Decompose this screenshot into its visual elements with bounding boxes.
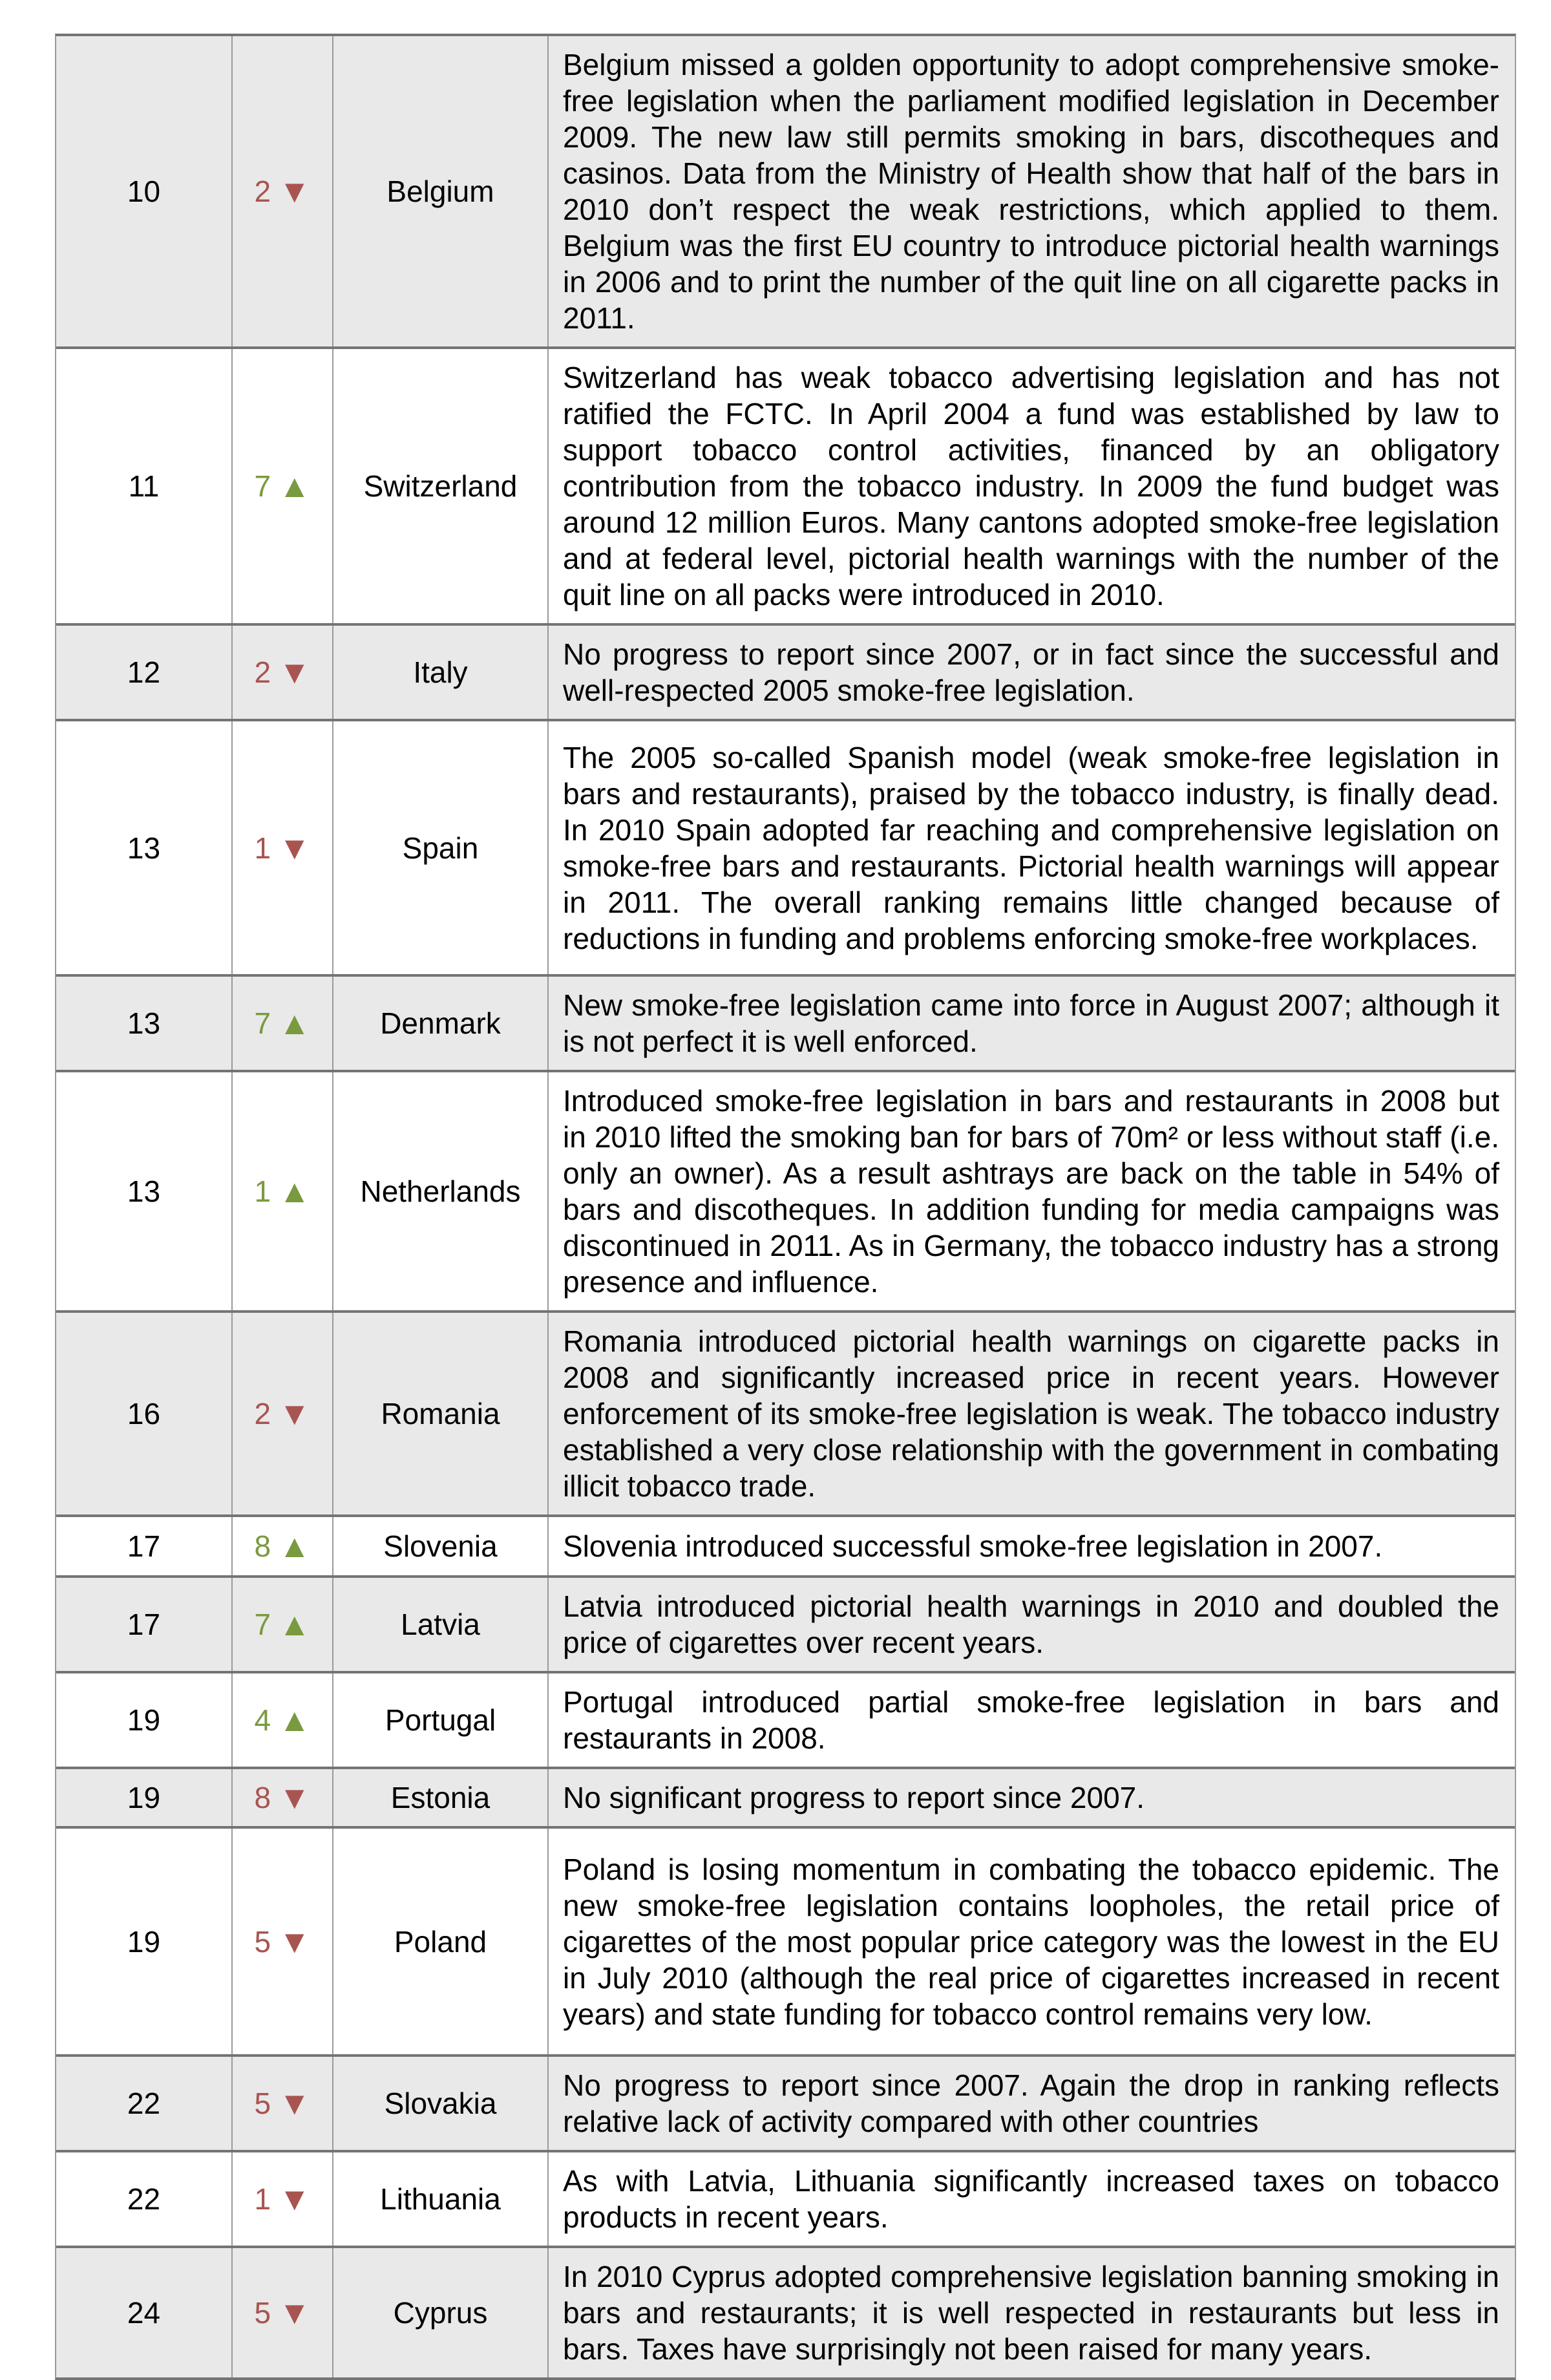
table-row <box>56 2150 1515 2246</box>
description-text: Latvia introduced pictorial health warnings in 2010 and doubled the price of cigarettes over recent years. <box>563 1589 1499 1659</box>
down-arrow-icon: ▼ <box>279 654 311 690</box>
country-cell: Cyprus <box>333 2248 549 2377</box>
description-cell <box>549 2057 1515 2150</box>
description-cell <box>549 1769 1515 1826</box>
change-cell <box>233 1578 333 1671</box>
change-value: 2 <box>254 175 271 208</box>
change-value: 7 <box>254 1608 271 1641</box>
change-cell <box>233 1313 333 1514</box>
change-cell <box>233 1673 333 1767</box>
description-text: Switzerland has weak tobacco advertising legislation and has not ratified the FCTC. In April 2004 a fund was established by law to support tobacco control activities, financed by an obligatory contribution from the tobacco industry. In 2009 the fund budget was around 12 million Euros. Many cantons adopted smoke-free legislation and at federal level, pictorial health warnings with the number of the quit line on all packs were introduced in 2010. <box>563 361 1499 611</box>
country-cell: Romania <box>333 1313 549 1514</box>
change-cell <box>233 2152 333 2246</box>
description-cell <box>549 349 1515 623</box>
description-text: Romania introduced pictorial health warnings on cigarette packs in 2008 and significantly increased price in recent years. However enforcement of its smoke-free legislation is weak. The tobacco industry established a very close relationship with the government in combating illicit tobacco trade. <box>563 1324 1499 1503</box>
description-cell <box>549 1829 1515 2054</box>
change-value: 5 <box>254 2296 271 2330</box>
down-arrow-icon: ▼ <box>279 1780 311 1816</box>
rank-cell: 13 <box>56 977 233 1070</box>
country-cell: Poland <box>333 1829 549 2054</box>
table-row <box>56 346 1515 623</box>
description-text: New smoke-free legislation came into force in August 2007; although it is not perfect it is well enforced. <box>563 988 1499 1058</box>
change-value: 7 <box>254 1006 271 1040</box>
country-cell: Estonia <box>333 1769 549 1826</box>
description-text: In 2010 Cyprus adopted comprehensive legislation banning smoking in bars and restaurants; it is well respected in restaurants but less in bars. Taxes have surprisingly not been raised for many years. <box>563 2260 1499 2366</box>
change-cell <box>233 1517 333 1575</box>
country-cell: Lithuania <box>333 2152 549 2246</box>
down-arrow-icon: ▼ <box>279 2085 311 2121</box>
rank-cell: 17 <box>56 1517 233 1575</box>
table-row <box>56 1070 1515 1310</box>
country-cell: Italy <box>333 626 549 719</box>
table-row <box>56 1671 1515 1767</box>
down-arrow-icon: ▼ <box>279 173 311 209</box>
rank-cell: 22 <box>56 2057 233 2150</box>
rank-cell: 10 <box>56 36 233 346</box>
up-arrow-icon: ▲ <box>279 1528 311 1564</box>
description-cell <box>549 1673 1515 1767</box>
rank-cell: 11 <box>56 349 233 623</box>
rank-cell: 19 <box>56 1673 233 1767</box>
rank-cell: 12 <box>56 626 233 719</box>
change-cell <box>233 977 333 1070</box>
change-cell <box>233 36 333 346</box>
rank-cell: 19 <box>56 1829 233 2054</box>
up-arrow-icon: ▲ <box>279 1702 311 1738</box>
description-text: No progress to report since 2007. Again the drop in ranking reflects relative lack of activity compared with other countries <box>563 2068 1499 2138</box>
country-cell: Spain <box>333 721 549 974</box>
change-cell <box>233 2248 333 2377</box>
change-value: 5 <box>254 1924 271 1959</box>
down-arrow-icon: ▼ <box>279 829 311 866</box>
description-cell <box>549 721 1515 974</box>
description-text: Portugal introduced partial smoke-free legislation in bars and restaurants in 2008. <box>563 1685 1499 1755</box>
description-cell <box>549 2248 1515 2377</box>
table-row <box>56 623 1515 719</box>
description-text: Slovenia introduced successful smoke-free legislation in 2007. <box>563 1529 1383 1563</box>
country-cell: Switzerland <box>333 349 549 623</box>
description-text: The 2005 so-called Spanish model (weak smoke-free legislation in bars and restaurants), praised by the tobacco industry, is finally dead. In 2010 Spain adopted far reaching and comprehensive legislation on smoke-free bars and restaurants. Pictorial health warnings will appear in 2011. The overall ranking remains little changed because of reductions in funding and problems enforcing smoke-free workplaces. <box>563 740 1499 955</box>
rank-cell: 19 <box>56 1769 233 1826</box>
rank-cell: 22 <box>56 2152 233 2246</box>
description-cell <box>549 1313 1515 1514</box>
table-row <box>56 1310 1515 1514</box>
change-value: 8 <box>254 1529 271 1563</box>
description-text: No progress to report since 2007, or in fact since the successful and well-respected 2005 smoke-free legislation. <box>563 637 1499 707</box>
down-arrow-icon: ▼ <box>279 2295 311 2331</box>
change-cell <box>233 626 333 719</box>
table-row <box>56 2054 1515 2150</box>
change-value: 2 <box>254 1397 271 1430</box>
rank-cell: 16 <box>56 1313 233 1514</box>
change-cell <box>233 1072 333 1310</box>
table-row <box>56 719 1515 974</box>
table-row <box>56 1826 1515 2054</box>
country-cell: Belgium <box>333 36 549 346</box>
change-cell <box>233 2057 333 2150</box>
rank-cell: 17 <box>56 1578 233 1671</box>
description-cell <box>549 1072 1515 1310</box>
ranking-table <box>55 34 1516 2380</box>
change-value: 5 <box>254 2087 271 2120</box>
change-value: 1 <box>254 2182 271 2216</box>
description-text: Belgium missed a golden opportunity to adopt comprehensive smoke-free legislation when the parliament modified legislation in December 2009. The new law still permits smoking in bars, discotheques and casinos. Data from the Ministry of Health show that half of the bars in 2010 don’t respect the weak restrictions, which applied to them. Belgium was the first EU country to introduce pictorial health warnings in 2006 and to print the number of the quit line on all cigarette packs in 2011. <box>563 48 1499 335</box>
change-value: 1 <box>254 1174 271 1208</box>
up-arrow-icon: ▲ <box>279 1173 311 1209</box>
country-cell: Netherlands <box>333 1072 549 1310</box>
description-text: No significant progress to report since 2007. <box>563 1781 1145 1814</box>
down-arrow-icon: ▼ <box>279 1923 311 1960</box>
change-cell <box>233 1769 333 1826</box>
rank-cell: 13 <box>56 721 233 974</box>
description-text: Introduced smoke-free legislation in bars and restaurants in 2008 but in 2010 lifted the smoking ban for bars of 70m² or less without staff (i.e. only an owner). As a result ashtrays are back on the table in 54% of bars and discotheques. In addition funding for media campaigns was discontinued in 2011. As in Germany, the tobacco industry has a strong presence and influence. <box>563 1084 1499 1299</box>
up-arrow-icon: ▲ <box>279 468 311 504</box>
description-cell <box>549 977 1515 1070</box>
country-cell: Latvia <box>333 1578 549 1671</box>
table-row <box>56 1575 1515 1671</box>
table-row <box>56 974 1515 1070</box>
country-cell: Slovakia <box>333 2057 549 2150</box>
change-value: 7 <box>254 469 271 503</box>
country-cell: Denmark <box>333 977 549 1070</box>
change-value: 2 <box>254 655 271 689</box>
description-text: As with Latvia, Lithuania significantly increased taxes on tobacco products in recent years. <box>563 2164 1499 2234</box>
change-value: 4 <box>254 1703 271 1737</box>
down-arrow-icon: ▼ <box>279 2181 311 2217</box>
table-row <box>56 36 1515 346</box>
change-cell <box>233 1829 333 2054</box>
description-cell <box>549 1517 1515 1575</box>
country-cell: Portugal <box>333 1673 549 1767</box>
change-cell <box>233 721 333 974</box>
description-cell <box>549 1578 1515 1671</box>
change-cell <box>233 349 333 623</box>
description-cell <box>549 2152 1515 2246</box>
down-arrow-icon: ▼ <box>279 1396 311 1432</box>
table-row <box>56 2246 1515 2377</box>
change-value: 1 <box>254 831 271 865</box>
up-arrow-icon: ▲ <box>279 1606 311 1642</box>
table-row <box>56 1767 1515 1826</box>
up-arrow-icon: ▲ <box>279 1005 311 1041</box>
rank-cell: 13 <box>56 1072 233 1310</box>
rank-cell: 24 <box>56 2248 233 2377</box>
description-text: Poland is losing momentum in combating the tobacco epidemic. The new smoke-free legislation contains loopholes, the retail price of cigarettes of the most popular price category was the lowest in the EU in July 2010 (although the real price of cigarettes increased in recent years) and state funding for tobacco control remains very low. <box>563 1852 1499 2031</box>
description-cell <box>549 626 1515 719</box>
table-row <box>56 1514 1515 1575</box>
change-value: 8 <box>254 1781 271 1814</box>
country-cell: Slovenia <box>333 1517 549 1575</box>
description-cell <box>549 36 1515 346</box>
